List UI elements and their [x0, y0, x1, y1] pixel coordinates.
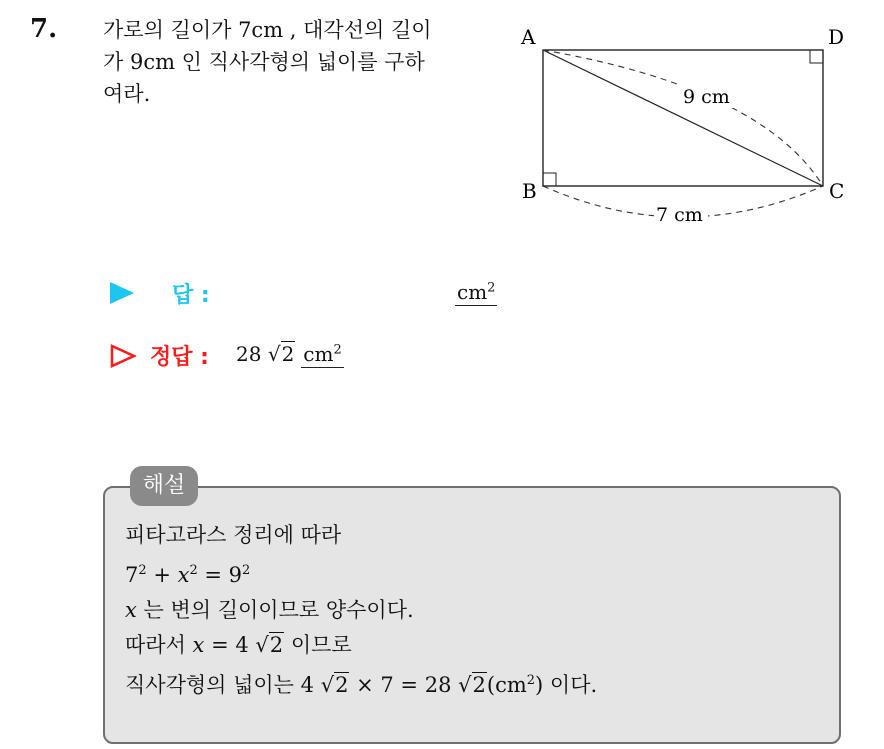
operator: = 4 [204, 633, 256, 657]
paren: ) [535, 673, 544, 697]
radicand: 2 [335, 673, 349, 697]
operator: × 7 = 28 [349, 673, 459, 697]
question-number: 7. [30, 14, 58, 44]
sqrt-symbol: √2 [458, 673, 486, 697]
text: 따라서 [125, 633, 193, 657]
vertex-label-d: D [828, 25, 845, 49]
right-angle-mark-b [543, 173, 556, 186]
question-line: 여라. [103, 82, 151, 106]
answer-marker-icon [110, 282, 134, 304]
text: 이다. [543, 673, 598, 697]
correct-marker-icon [110, 344, 136, 368]
answer-input-blank[interactable] [455, 280, 497, 306]
text: 직사각형의 넓이는 4 [125, 673, 321, 697]
correct-answer-value [236, 342, 344, 366]
variable: x [192, 633, 205, 657]
vertex-label-c: C [829, 179, 845, 203]
explanation-text [125, 518, 597, 703]
rectangle-figure [512, 18, 857, 233]
correct-unit-text: cm [303, 342, 334, 366]
bottom-length-label: 7 cm [656, 204, 703, 226]
correct-answer-label: 정답 : [150, 345, 209, 370]
answer-row [110, 278, 510, 314]
correct-unit [301, 342, 343, 368]
radicand: 2 [472, 673, 486, 697]
correct-radicand: 2 [281, 342, 295, 366]
explanation-tab: 해설 [130, 466, 198, 506]
diagonal-length-label: 9 cm [683, 86, 730, 108]
question-text [103, 14, 503, 110]
answer-unit: cm [457, 280, 488, 304]
sqrt-symbol: √2 [255, 633, 284, 657]
explanation-line [125, 553, 597, 593]
exponent: 2 [138, 563, 147, 578]
question-line: 가로의 길이가 7cm , 대각선의 길이 [103, 18, 432, 42]
sqrt-symbol: √2 [267, 342, 295, 366]
vertex-label-b: B [522, 179, 537, 203]
answer-label: 답 : [172, 283, 210, 308]
text: 이므로 [284, 633, 352, 657]
exponent: 2 [242, 563, 251, 578]
term: 7 [125, 563, 139, 587]
operator: + [146, 563, 178, 587]
right-angle-mark-d [810, 50, 823, 63]
unit: (cm [486, 673, 527, 697]
explanation-line [125, 628, 597, 663]
diagonal-line [543, 50, 823, 186]
explanation-line [125, 663, 597, 703]
correct-coef: 28 [236, 342, 262, 366]
exponent: 2 [189, 563, 198, 578]
sqrt-symbol: √2 [320, 673, 349, 697]
variable: x [125, 598, 137, 622]
text: 는 변의 길이이므로 양수이다. [136, 598, 414, 622]
correct-answer-row [110, 338, 510, 374]
operator: = 9 [197, 563, 243, 587]
correct-unit-exp: 2 [333, 342, 342, 358]
variable: x [177, 563, 190, 587]
answer-unit-exp: 2 [487, 280, 496, 296]
explanation-line: 피타고라스 정리에 따라 [125, 523, 342, 547]
vertex-label-a: A [521, 25, 536, 49]
question-line: 가 9cm 인 직사각형의 넓이를 구하 [103, 50, 425, 74]
exponent: 2 [526, 673, 536, 688]
radicand: 2 [269, 633, 284, 657]
explanation-line [125, 593, 597, 628]
